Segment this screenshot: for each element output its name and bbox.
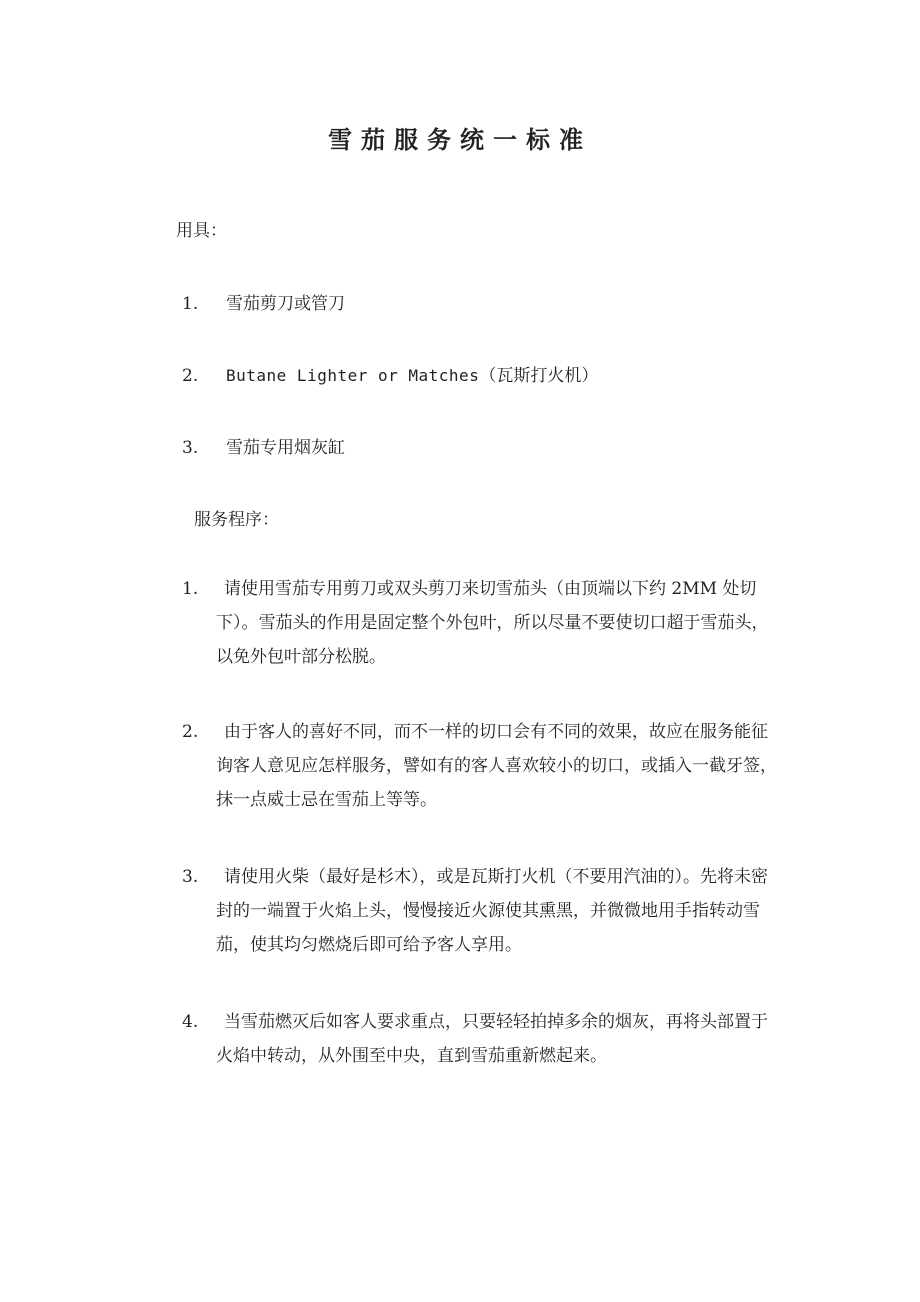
tool-item (182, 361, 598, 386)
tool-number: 1. (182, 294, 199, 314)
tool-label-en: Butane Lighter or Matches (226, 366, 480, 385)
procedure-step (182, 1005, 782, 1073)
step-text: 请使用雪茄专用剪刀或双头剪刀来切雪茄头（由顶端以下约 2MM 处切下）。雪茄头的作用是固定整个外包叶，所以尽量不要使切口超于雪茄头，以免外包叶部分松脱。 (216, 579, 769, 667)
procedure-step (182, 572, 782, 674)
tool-number: 2. (182, 366, 199, 386)
step-number: 2. (182, 722, 199, 742)
tool-label: 雪茄剪刀或管刀 (226, 294, 345, 314)
step-number: 1. (182, 579, 199, 599)
tool-item (182, 433, 345, 458)
page-title: 雪茄服务统一标准 (328, 126, 592, 154)
tool-item (182, 289, 345, 314)
step-text: 请使用火柴（最好是杉木），或是瓦斯打火机（不要用汽油的）。先将未密封的一端置于火焰上头，慢慢接近火源使其熏黑，并微微地用手指转动雪茄，使其均匀燃烧后即可给予客人享用。 (216, 867, 768, 955)
procedure-step (182, 715, 782, 817)
tool-label-cn: （瓦斯打火机） (479, 366, 599, 386)
tool-number: 3. (182, 438, 199, 458)
procedure-heading: 服务程序： (194, 510, 279, 530)
step-number: 3. (182, 867, 199, 887)
step-text: 由于客人的喜好不同，而不一样的切口会有不同的效果，故应在服务能征询客人意见应怎样服务，譬如有的客人喜欢较小的切口，或插入一截牙签，抹一点威士忌在雪茄上等等。 (216, 722, 777, 810)
step-text: 当雪茄燃灭后如客人要求重点，只要轻轻拍掉多余的烟灰，再将头部置于火焰中转动，从外围至中央，直到雪茄重新燃起来。 (216, 1012, 768, 1066)
procedure-step (182, 860, 782, 962)
step-number: 4. (182, 1012, 199, 1032)
tool-label: 雪茄专用烟灰缸 (226, 438, 345, 458)
tools-heading: 用具： (176, 221, 227, 241)
